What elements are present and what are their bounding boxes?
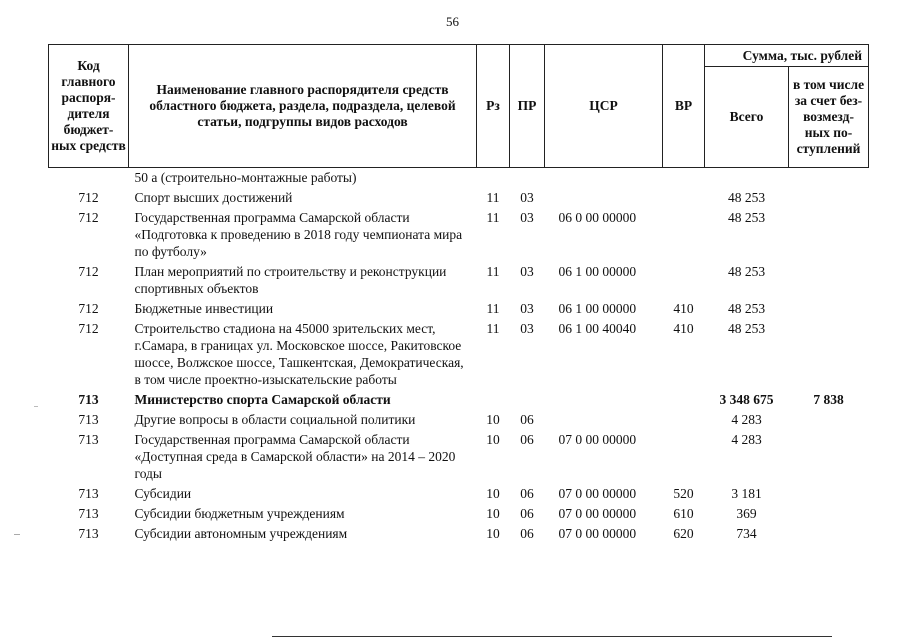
row-vr-cell xyxy=(663,390,705,410)
row-vr-cell xyxy=(663,188,705,208)
row-code-cell: 712 xyxy=(78,264,99,279)
row-vr-cell: 410 xyxy=(673,301,694,316)
header-csr: ЦСР xyxy=(545,45,663,168)
row-total-cell xyxy=(705,168,789,189)
page-number: 56 xyxy=(446,14,459,29)
row-name-cell: Спорт высших достижений xyxy=(134,190,293,205)
row-csr-cell: 07 0 00 00000 xyxy=(558,506,637,521)
row-rz-cell: 10 xyxy=(486,486,500,501)
row-vr-cell xyxy=(663,262,705,299)
row-csr-cell: 06 1 00 40040 xyxy=(558,321,637,336)
table-row xyxy=(49,504,869,524)
row-total-cell: 48 253 xyxy=(727,301,766,316)
row-pr-cell: 03 xyxy=(520,264,534,279)
row-grants-cell xyxy=(789,524,869,544)
row-total-cell: 48 253 xyxy=(727,190,766,205)
row-code-cell: 712 xyxy=(78,190,99,205)
row-grants-cell xyxy=(789,319,869,390)
row-vr-cell xyxy=(663,208,705,262)
row-rz-cell: 10 xyxy=(486,506,500,521)
row-grants-cell xyxy=(789,168,869,189)
row-total-cell: 3 181 xyxy=(731,486,762,501)
row-vr-cell xyxy=(663,410,705,430)
row-rz-cell: 11 xyxy=(486,321,500,336)
row-total-cell: 4 283 xyxy=(731,412,762,427)
row-code-cell: 713 xyxy=(78,412,99,427)
row-total-cell: 48 253 xyxy=(727,210,766,225)
row-rz-cell xyxy=(477,390,510,410)
row-csr-cell: 06 1 00 00000 xyxy=(558,264,637,279)
row-grants-cell xyxy=(789,430,869,484)
table-row xyxy=(49,188,869,208)
row-code-cell: 712 xyxy=(78,210,99,225)
row-vr-cell: 620 xyxy=(673,526,694,541)
scan-mark xyxy=(14,534,20,535)
row-csr-cell xyxy=(545,168,663,189)
row-grants-cell xyxy=(789,299,869,319)
row-code-cell: 713 xyxy=(78,392,99,407)
row-pr-cell: 06 xyxy=(520,526,534,541)
row-vr-cell: 410 xyxy=(673,321,694,336)
header-name: Наименование главного распорядителя средств областного бюджета, раздела, подраздела, целевой статьи, подгруппы видов расходов xyxy=(129,45,477,168)
row-name-cell: 50 а (строительно-монтажные работы) xyxy=(134,170,357,185)
row-total-cell: 48 253 xyxy=(727,264,766,279)
row-name-cell: Государственная программа Самарской области «Подготовка к проведению в 2018 году чемпионата мира по футболу» xyxy=(134,210,463,259)
row-rz-cell: 10 xyxy=(486,412,500,427)
row-csr-cell: 06 1 00 00000 xyxy=(558,301,637,316)
row-code-cell: 713 xyxy=(78,526,99,541)
row-rz-cell: 11 xyxy=(486,264,500,279)
row-total-cell: 4 283 xyxy=(731,432,762,447)
row-grants-cell: 7 838 xyxy=(813,392,844,407)
row-grants-cell xyxy=(789,262,869,299)
row-name-cell: Бюджетные инвестиции xyxy=(134,301,274,316)
row-code-cell: 713 xyxy=(78,432,99,447)
row-grants-cell xyxy=(789,504,869,524)
row-name-cell: План мероприятий по строительству и реконструкции спортивных объектов xyxy=(134,264,447,296)
header-total: Всего xyxy=(705,67,789,168)
table-row xyxy=(49,208,869,262)
row-pr-cell: 06 xyxy=(520,506,534,521)
footer-rule xyxy=(272,636,832,637)
table-row xyxy=(49,262,869,299)
row-total-cell: 3 348 675 xyxy=(719,392,774,407)
row-pr-cell: 03 xyxy=(520,210,534,225)
row-csr-cell xyxy=(545,188,663,208)
row-grants-cell xyxy=(789,188,869,208)
row-grants-cell xyxy=(789,410,869,430)
table-row xyxy=(49,430,869,484)
header-grants: в том числе за счет без- возмезд- ных по- ступлений xyxy=(789,67,869,168)
row-pr-cell xyxy=(510,390,545,410)
table-row xyxy=(49,319,869,390)
row-pr-cell: 03 xyxy=(520,321,534,336)
row-rz-cell: 11 xyxy=(486,301,500,316)
row-name-cell: Строительство стадиона на 45000 зрительских мест, г.Самара, в границах ул. Московское шоссе, Ракитовское шоссе, Волжское шоссе, Ташкентская, Демократическая, в том числе проектно-изыскательские работы xyxy=(134,321,464,387)
table-row xyxy=(49,410,869,430)
row-csr-cell xyxy=(545,410,663,430)
row-code-cell: 713 xyxy=(78,506,99,521)
row-rz-cell: 11 xyxy=(486,190,500,205)
row-vr-cell xyxy=(663,168,705,189)
row-pr-cell: 06 xyxy=(520,412,534,427)
row-name-cell: Государственная программа Самарской области «Доступная среда в Самарской области» на 2014 – 2020 годы xyxy=(134,432,456,481)
row-code-cell: 712 xyxy=(78,321,99,336)
row-code-cell: 713 xyxy=(78,486,99,501)
row-csr-cell xyxy=(545,390,663,410)
row-vr-cell xyxy=(663,430,705,484)
row-name-cell: Субсидии автономным учреждениям xyxy=(134,526,348,541)
row-total-cell: 369 xyxy=(736,506,757,521)
table-row xyxy=(49,484,869,504)
row-rz-cell: 11 xyxy=(486,210,500,225)
row-csr-cell: 07 0 00 00000 xyxy=(558,486,637,501)
scan-mark xyxy=(34,406,38,407)
row-csr-cell: 07 0 00 00000 xyxy=(558,526,637,541)
row-code-cell xyxy=(49,168,129,189)
row-name-cell: Министерство спорта Самарской области xyxy=(134,392,391,407)
row-grants-cell xyxy=(789,208,869,262)
header-vr: ВР xyxy=(663,45,705,168)
row-vr-cell: 610 xyxy=(673,506,694,521)
row-rz-cell: 10 xyxy=(486,432,500,447)
table-body xyxy=(49,168,869,545)
row-name-cell: Субсидии xyxy=(134,486,192,501)
row-rz-cell: 10 xyxy=(486,526,500,541)
row-pr-cell xyxy=(510,168,545,189)
row-pr-cell: 06 xyxy=(520,486,534,501)
row-total-cell: 734 xyxy=(736,526,757,541)
table-row xyxy=(49,390,869,410)
row-vr-cell: 520 xyxy=(673,486,694,501)
row-pr-cell: 03 xyxy=(520,190,534,205)
table-row xyxy=(49,299,869,319)
header-code: Код главного распоря- дителя бюджет- ных средств xyxy=(49,45,129,168)
row-pr-cell: 03 xyxy=(520,301,534,316)
row-code-cell: 712 xyxy=(78,301,99,316)
row-csr-cell: 07 0 00 00000 xyxy=(558,432,637,447)
row-rz-cell xyxy=(477,168,510,189)
row-name-cell: Другие вопросы в области социальной политики xyxy=(134,412,416,427)
header-sum-group: Сумма, тыс. рублей xyxy=(705,45,869,67)
row-csr-cell: 06 0 00 00000 xyxy=(558,210,637,225)
table-row xyxy=(49,168,869,189)
row-pr-cell: 06 xyxy=(520,432,534,447)
row-grants-cell xyxy=(789,484,869,504)
header-rz: Рз xyxy=(477,45,510,168)
budget-table xyxy=(48,44,869,544)
table-row xyxy=(49,524,869,544)
row-total-cell: 48 253 xyxy=(727,321,766,336)
row-name-cell: Субсидии бюджетным учреждениям xyxy=(134,506,345,521)
header-pr: ПР xyxy=(510,45,545,168)
